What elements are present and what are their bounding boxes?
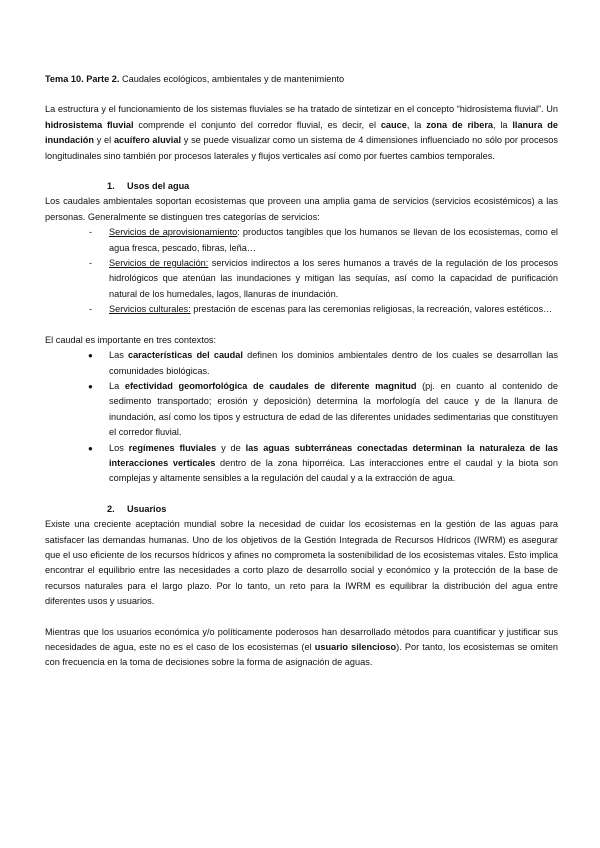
- list-item: ● Los regímenes fluviales y de las aguas subterráneas conectadas determinan la naturaleza de las interacciones verticales dentro de la zona hiporréica. Las interacciones entre el caudal y la biota son complejas y altamente sensibles a la regulación del caudal y a la extracción de agua.: [88, 442, 558, 484]
- section-2-paragraph-1: Existe una creciente aceptación mundial sobre la necesidad de cuidar los ecosistemas en la gestión de las aguas para satisfacer las demandas humanas. Uno de los objetivos de la Gestión Integrada de Recursos Hídricos (IWRM) es asegurar que el uso eficiente de los recursos hídricos y afines no comprometa la sostenibilidad de los ecosistemas vitales. Esto implica encontrar el equilibrio entre las necesidades a corto plazo de desarrollo social y económico y la protección de la base de recursos naturales para el largo plazo. Por lo tanto, un reto para la IWRM es equilibrar la distribución del agua entre diferentes usos y usuarios.: [45, 519, 558, 607]
- term-usuario-silencioso: usuario silencioso: [314, 642, 397, 652]
- list-item: ● La efectividad geomorfológica de caudales de diferente magnitud (pj. en cuanto al contenido de sedimento transportado; erosión y deposición) determina la morfología del cauce y de la llanura de inundación, así como los tipos y estructura de edad de las diferentes unidades sedimentarias que constituyen el corredor fluvial.: [88, 380, 558, 438]
- dash-marker: -: [89, 304, 93, 315]
- section-2-paragraph-2: Mientras que los usuarios económica y/o políticamente poderosos han desarrollado métodos para cuantificar y justificar sus necesidades de agua, este no es el caso de los ecosistemas (el usuario silencioso). Por tanto, los ecosistemas se omiten con frecuencia en la toma de decisiones sobre la forma de asignación de aguas.: [45, 626, 559, 668]
- intro-paragraph: La estructura y el funcionamiento de los sistemas fluviales se ha tratado de sintetizar en el concepto “hidrosistema fluvial”. Un hidrosistema fluvial comprende el conjunto del corredor fluvial, es decir, el cauce, la zona de ribera, la llanura de inundación y el acuífero aluvial y se puede visualizar como un sistema de 4 dimensiones influenciado no sólo por procesos longitudinales sino también por procesos laterales y flujos verticales así como por fuertes cambios temporales.: [45, 104, 558, 161]
- section-1-paragraph: Los caudales ambientales soportan ecosistemas que proveen una amplia gama de servicios (servicios ecosistémicos) a las personas. Generalmente se distinguen tres categorías de servicios:: [45, 196, 558, 222]
- term-acuifero: acuífero aluvial: [113, 135, 182, 146]
- term-hidrosistema: hidrosistema fluvial: [45, 119, 134, 130]
- title-text: Caudales ecológicos, ambientales y de mantenimiento: [119, 74, 345, 84]
- list-item: - Servicios de aprovisionamiento: productos tangibles que los humanos se llevan de los ecosistemas, como el agua fresca, pescado, fibras, leña…: [89, 227, 558, 253]
- title-number: Tema 10. Parte 2.: [45, 74, 120, 84]
- section-1-title: Usos del agua: [127, 181, 190, 192]
- dash-marker: -: [89, 258, 93, 269]
- term-cauce: cauce: [380, 119, 407, 130]
- section-2-title: Usuarios: [127, 503, 167, 514]
- page-title: [45, 72, 558, 87]
- term-zona-ribera: zona de ribera: [426, 119, 494, 130]
- section-2-heading: [45, 502, 558, 517]
- service-label: Servicios culturales:: [109, 304, 191, 315]
- service-label: Servicios de aprovisionamiento: [109, 227, 238, 238]
- list-item: - Servicios culturales: prestación de escenas para las ceremonias religiosas, la recreación, valores estéticos…: [109, 302, 558, 317]
- section-1-number: 1.: [107, 181, 115, 192]
- list-item: - Servicios de regulación: servicios indirectos a los seres humanos a través de la regulación de los procesos hidrológicos que atenúan las inundaciones y mitigan las sequías, así como la capacidad de purificación natural de los humedales, lagos, llanuras de inundación.: [89, 258, 558, 299]
- bullet-icon: ●: [88, 443, 93, 453]
- bullet-icon: ●: [88, 351, 93, 361]
- term-llanura: llanura de inundación: [45, 119, 558, 146]
- document-body: [45, 72, 558, 671]
- services-list: [45, 225, 558, 317]
- section-2-number: 2.: [107, 503, 115, 514]
- bullet-icon: ●: [88, 381, 93, 391]
- list-item: ● Las características del caudal definen los dominios ambientales dentro de los cuales se desarrollan las comunidades biológicas.: [88, 350, 558, 376]
- contexts-intro: El caudal es importante en tres contextos:: [45, 334, 217, 345]
- dash-marker: -: [89, 227, 93, 238]
- section-1-heading: [45, 179, 558, 194]
- contexts-list: [45, 348, 558, 487]
- service-label: Servicios de regulación:: [109, 258, 209, 269]
